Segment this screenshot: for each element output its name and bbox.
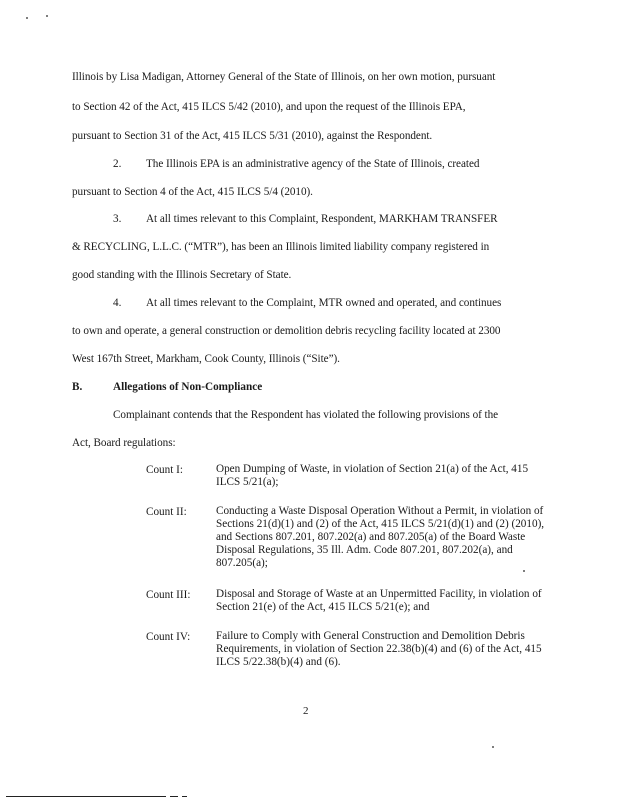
footer-rule-dash	[182, 796, 187, 797]
footer-rule	[6, 796, 166, 797]
scan-speck	[46, 15, 48, 17]
count-label: Count I:	[146, 464, 183, 476]
count-label: Count III:	[146, 589, 191, 601]
scan-speck	[523, 570, 525, 572]
scan-speck	[26, 17, 28, 19]
section-b-title: Allegations of Non-Compliance	[113, 381, 263, 393]
paragraph-1-line: to Section 42 of the Act, 415 ILCS 5/42 (2010), and upon the request of the Illinois EPA,	[72, 101, 466, 113]
count-text: Disposal and Storage of Waste at an Unpermitted Facility, in violation of Section 21(e) of the Act, 415 ILCS 5/21(e); and	[216, 588, 542, 613]
paragraph-4-line: West 167th Street, Markham, Cook County, Illinois (“Site”).	[72, 353, 340, 365]
paragraph-4-line: to own and operate, a general construction or demolition debris recycling facility located at 2300	[72, 325, 501, 337]
paragraph-4-number: 4.	[113, 297, 122, 309]
paragraph-3-line: & RECYCLING, L.L.C. (“MTR”), has been an Illinois limited liability company registered in	[72, 241, 490, 253]
scan-speck	[492, 746, 494, 748]
paragraph-2-line: pursuant to Section 4 of the Act, 415 ILCS 5/4 (2010).	[72, 186, 313, 198]
count-text: Failure to Comply with General Construction and Demolition Debris Requirements, in violation of Section 22.38(b)(4) and (6) of the Act, 415 ILCS 5/22.38(b)(4) and (6).	[216, 630, 542, 668]
count-text: Conducting a Waste Disposal Operation Without a Permit, in violation of Sections 21(d)(1) and (2) of the Act, 415 ILCS 5/21(d)(1) and (2) (2010), and Sections 807.201, 807.202(a) and 807.205(a) of the Board Waste Disposal Regulations, 35 Ill. Adm. Code 807.201, 807.202(a), and 807.205(a);	[216, 505, 545, 569]
count-text: Open Dumping of Waste, in violation of Section 21(a) of the Act, 415 ILCS 5/21(a);	[216, 463, 529, 488]
paragraph-3-line: good standing with the Illinois Secretary of State.	[72, 269, 292, 281]
paragraph-2-line: The Illinois EPA is an administrative agency of the State of Illinois, created	[146, 158, 480, 170]
paragraph-2-number: 2.	[113, 158, 122, 170]
paragraph-1-line: pursuant to Section 31 of the Act, 415 ILCS 5/31 (2010), against the Respondent.	[72, 130, 433, 142]
page-number: 2	[303, 705, 309, 717]
count-label: Count IV:	[146, 631, 191, 643]
paragraph-3-line: At all times relevant to this Complaint, Respondent, MARKHAM TRANSFER	[146, 213, 498, 225]
count-label: Count II:	[146, 506, 187, 518]
footer-rule-dash	[170, 796, 178, 797]
section-b-line: Complainant contends that the Respondent has violated the following provisions of the	[113, 409, 499, 421]
section-b-line: Act, Board regulations:	[72, 437, 176, 449]
paragraph-1-line: Illinois by Lisa Madigan, Attorney General of the State of Illinois, on her own motion, pursuant	[72, 71, 496, 83]
section-b-letter: B.	[72, 381, 83, 393]
paragraph-4-line: At all times relevant to the Complaint, MTR owned and operated, and continues	[146, 297, 502, 309]
paragraph-3-number: 3.	[113, 213, 122, 225]
